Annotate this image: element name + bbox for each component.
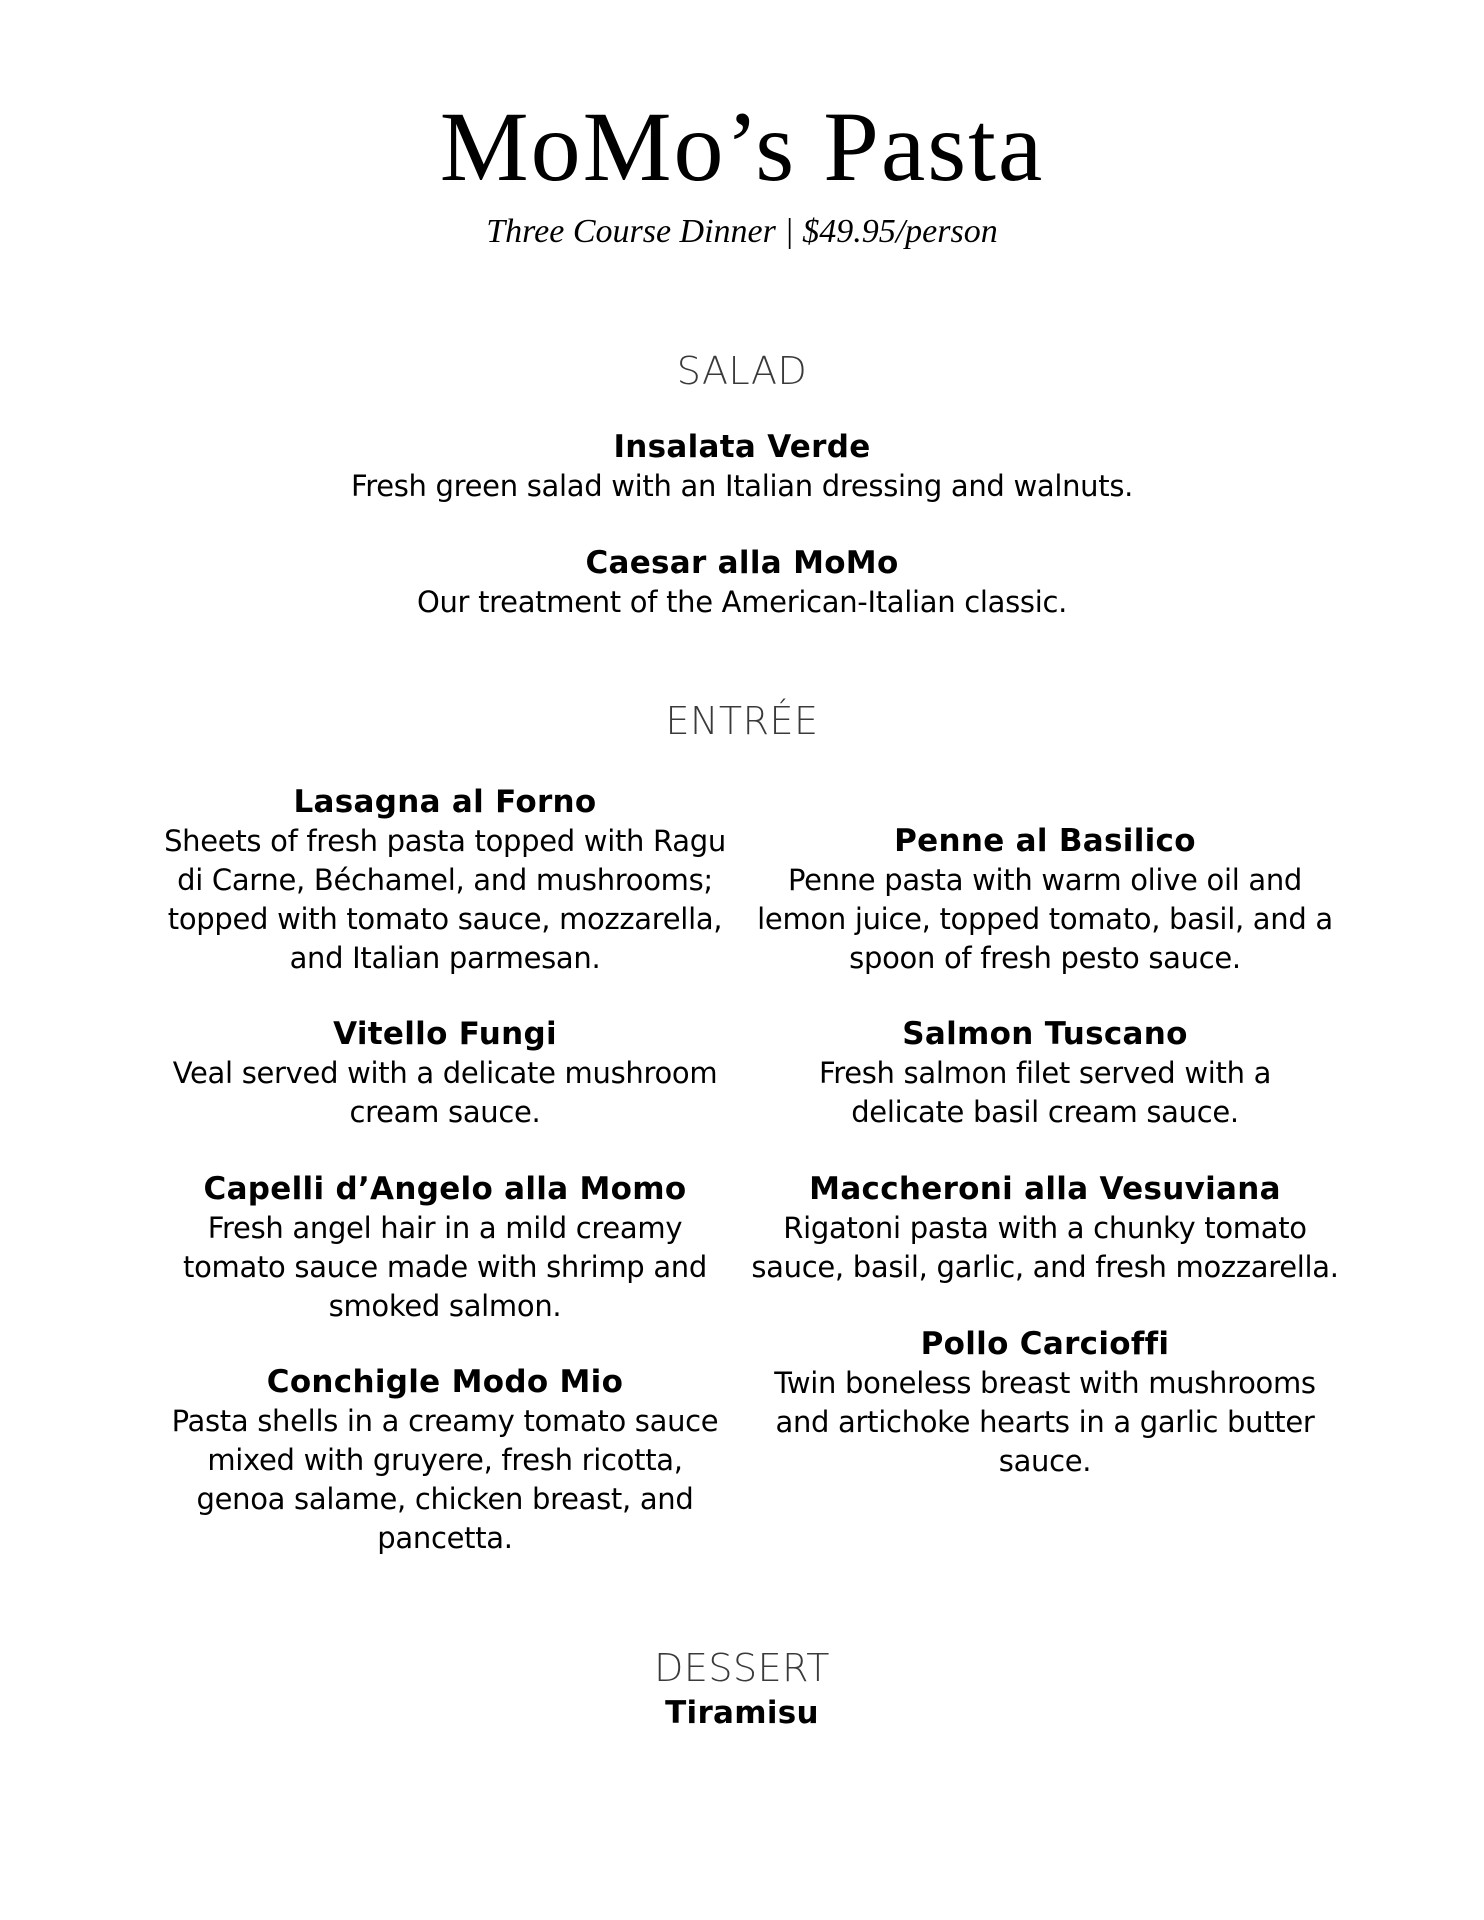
item-description: [150, 1402, 740, 1558]
menu-item-pollo-carcioffi: [750, 1325, 1340, 1481]
menu-item-penne-al-basilico: [750, 822, 1340, 978]
item-description: Fresh green salad with an Italian dressing and walnuts.: [350, 469, 1134, 503]
desc-line: Twin boneless breast with mushrooms: [774, 1366, 1316, 1400]
desc-line: Penne pasta with warm olive oil and: [787, 863, 1303, 897]
desc-line: di Carne, Béchamel, and mushrooms;: [177, 863, 713, 897]
desc-line: genoa salame, chicken breast, and: [196, 1482, 694, 1516]
item-description: [150, 1054, 740, 1132]
section-heading-salad: SALAD: [676, 349, 808, 393]
menu-item-vitello-fungi: [150, 1015, 740, 1132]
item-name: Maccheroni alla Vesuviana: [809, 1171, 1281, 1207]
desc-line: sauce.: [998, 1444, 1092, 1478]
menu-item-capelli-dangelo: [150, 1170, 740, 1326]
desc-line: Rigatoni pasta with a chunky tomato: [783, 1211, 1307, 1245]
desc-line: and artichoke hearts in a garlic butter: [775, 1405, 1315, 1439]
item-description: [750, 861, 1340, 978]
desc-line: Fresh angel hair in a mild creamy: [207, 1211, 683, 1245]
item-name: Tiramisu: [665, 1695, 819, 1731]
menu-item-salmon-tuscano: [750, 1015, 1340, 1132]
item-name: Caesar alla MoMo: [585, 545, 899, 581]
section-heading-dessert: DESSERT: [654, 1646, 830, 1690]
item-description: [150, 1209, 740, 1326]
item-description: [750, 1209, 1340, 1287]
desc-line: smoked salmon.: [328, 1289, 562, 1323]
item-description: [150, 822, 740, 978]
item-description: Our treatment of the American-Italian classic.: [416, 585, 1068, 619]
item-name: Vitello Fungi: [333, 1016, 557, 1052]
menu-item-conchigle-modo-mio: [150, 1363, 740, 1558]
desc-line: sauce, basil, garlic, and fresh mozzarella.: [751, 1250, 1339, 1284]
menu-item-lasagna-al-forno: [150, 783, 740, 978]
section-heading-entree: ENTRÉE: [665, 699, 819, 743]
desc-line: mixed with gruyere, fresh ricotta,: [207, 1443, 683, 1477]
menu-item-caesar-alla-momo: [0, 544, 1484, 622]
item-name: Penne al Basilico: [894, 823, 1196, 859]
desc-line: lemon juice, topped tomato, basil, and a: [757, 902, 1333, 936]
desc-line: spoon of fresh pesto sauce.: [849, 941, 1241, 975]
item-name: Pollo Carcioffi: [920, 1326, 1170, 1362]
item-name: Insalata Verde: [613, 429, 871, 465]
item-description: [750, 1364, 1340, 1481]
desc-line: Fresh salmon filet served with a: [818, 1056, 1272, 1090]
desc-line: pancetta.: [377, 1521, 513, 1555]
menu-item-tiramisu: [0, 1694, 1484, 1733]
item-name: Lasagna al Forno: [293, 784, 597, 820]
item-description: [750, 1054, 1340, 1132]
restaurant-title: MoMo’s Pasta: [439, 91, 1045, 202]
desc-line: topped with tomato sauce, mozzarella,: [167, 902, 723, 936]
desc-line: Pasta shells in a creamy tomato sauce: [171, 1404, 719, 1438]
desc-line: tomato sauce made with shrimp and: [183, 1250, 707, 1284]
menu-item-insalata-verde: [0, 428, 1484, 506]
desc-line: cream sauce.: [349, 1095, 541, 1129]
desc-line: and Italian parmesan.: [289, 941, 601, 975]
desc-line: delicate basil cream sauce.: [851, 1095, 1239, 1129]
menu-item-maccheroni-alla-vesuviana: [750, 1170, 1340, 1287]
menu-subtitle: Three Course Dinner | $49.95/person: [486, 213, 998, 250]
desc-line: Sheets of fresh pasta topped with Ragu: [164, 824, 726, 858]
item-name: Conchigle Modo Mio: [266, 1364, 624, 1400]
item-name: Salmon Tuscano: [902, 1016, 1188, 1052]
desc-line: Veal served with a delicate mushroom: [172, 1056, 718, 1090]
item-name: Capelli d’Angelo alla Momo: [203, 1171, 687, 1207]
